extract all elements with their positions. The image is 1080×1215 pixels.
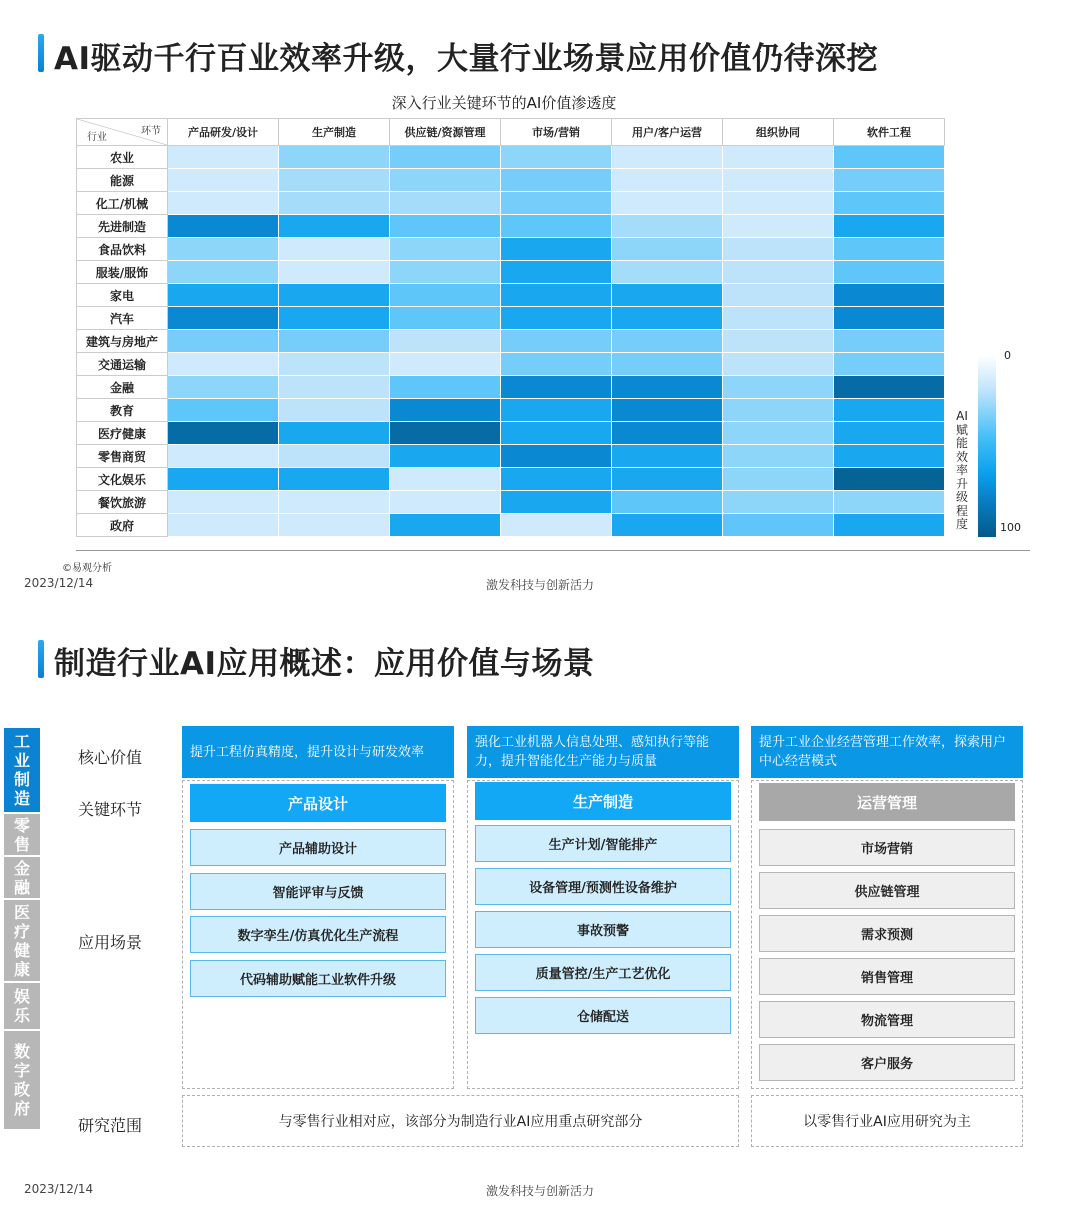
heatmap-cell [390, 169, 501, 192]
scenario-item: 供应链管理 [759, 872, 1015, 909]
scenario-item: 生产计划/智能排产 [475, 825, 731, 862]
title-accent-bar [38, 640, 44, 678]
industry-tab[interactable]: 零售 [4, 814, 40, 855]
slide-title: 制造行业AI应用概述：应用价值与场景 [54, 646, 595, 682]
heatmap-cell [834, 169, 945, 192]
heatmap-cell [612, 215, 723, 238]
heatmap-cell [834, 353, 945, 376]
heatmap-cell [168, 422, 279, 445]
footer-slogan: 激发科技与创新活力 [485, 578, 594, 592]
heatmap-cell [723, 146, 834, 169]
row-label-key-link: 关键环节 [78, 800, 143, 819]
heatmap-cell [612, 146, 723, 169]
heatmap-cell [723, 353, 834, 376]
heatmap-cell [834, 192, 945, 215]
scenario-item: 销售管理 [759, 958, 1015, 995]
heatmap-row-header: 能源 [76, 169, 168, 192]
colorbar [978, 355, 996, 537]
industry-tab[interactable]: 工业制造 [4, 728, 40, 812]
heatmap-cell [612, 468, 723, 491]
heatmap-row-header: 先进制造 [76, 215, 168, 238]
footer-date: 2023/12/14 [24, 1182, 94, 1196]
heatmap-cell [501, 376, 612, 399]
colorbar-min-label: 0 [1004, 349, 1011, 362]
scenario-item: 市场营销 [759, 829, 1015, 866]
heatmap-row-header: 食品饮料 [76, 238, 168, 261]
heatmap-cell [390, 330, 501, 353]
heatmap-cell [834, 445, 945, 468]
heatmap-cell [612, 307, 723, 330]
heatmap-cell [834, 468, 945, 491]
heatmap-cell [501, 238, 612, 261]
core-value-operations: 提升工业企业经营管理工作效率，探索用户中心经营模式 [751, 726, 1023, 778]
heatmap-cell [723, 422, 834, 445]
heatmap-cell [390, 422, 501, 445]
heatmap-row-header: 政府 [76, 514, 168, 537]
heatmap-col-header: 产品研发/设计 [168, 118, 279, 146]
heatmap-cell [390, 284, 501, 307]
heatmap-cell [834, 399, 945, 422]
heatmap-row-header: 化工/机械 [76, 192, 168, 215]
heatmap-cell [501, 353, 612, 376]
heatmap-cell [501, 146, 612, 169]
heatmap-row-header: 服装/服饰 [76, 261, 168, 284]
heatmap-cell [723, 169, 834, 192]
heatmap-cell [501, 514, 612, 537]
key-link-product-design: 产品设计 [190, 784, 446, 822]
heatmap-col-header: 组织协同 [723, 118, 834, 146]
heatmap-cell [390, 376, 501, 399]
heatmap-cell [279, 192, 390, 215]
heatmap-row-header: 交通运输 [76, 353, 168, 376]
heatmap-cell [723, 491, 834, 514]
heatmap-cell [612, 192, 723, 215]
heatmap-cell [834, 330, 945, 353]
heatmap-cell [279, 169, 390, 192]
heatmap-cell [390, 192, 501, 215]
title-accent-bar [38, 34, 44, 72]
heatmap-cell [279, 146, 390, 169]
heatmap-row-header: 教育 [76, 399, 168, 422]
heatmap-row-header: 汽车 [76, 307, 168, 330]
heatmap-cell [168, 261, 279, 284]
heatmap-cell [390, 445, 501, 468]
scenario-item: 代码辅助赋能工业软件升级 [190, 960, 446, 997]
heatmap-cell [279, 422, 390, 445]
heatmap-cell [168, 353, 279, 376]
heatmap-cell [168, 468, 279, 491]
industry-tab[interactable]: 金融 [4, 857, 40, 898]
corner-label-industry: 行业 [87, 132, 107, 143]
heatmap-cell [612, 169, 723, 192]
industry-tab[interactable]: 娱乐 [4, 983, 40, 1029]
heatmap-cell [612, 422, 723, 445]
heatmap-cell [390, 514, 501, 537]
heatmap-cell [279, 491, 390, 514]
heatmap-cell [834, 215, 945, 238]
core-value-product-design: 提升工程仿真精度，提升设计与研发效率 [182, 726, 454, 778]
heatmap-cell [612, 353, 723, 376]
colorbar-title: AI赋能效率升级程度 [955, 409, 968, 531]
heatmap-cell [723, 514, 834, 537]
scenario-item: 物流管理 [759, 1001, 1015, 1038]
heatmap-cell [501, 468, 612, 491]
heatmap-cell [723, 192, 834, 215]
heatmap-row-header: 餐饮旅游 [76, 491, 168, 514]
heatmap-cell [612, 376, 723, 399]
heatmap-cell [279, 468, 390, 491]
heatmap-title: 深入行业关键环节的AI价值渗透度 [391, 94, 617, 112]
key-link-operations: 运营管理 [759, 783, 1015, 821]
heatmap-cell [723, 238, 834, 261]
heatmap-cell [390, 491, 501, 514]
heatmap-cell [168, 376, 279, 399]
heatmap-row-header: 医疗健康 [76, 422, 168, 445]
heatmap-cell [390, 353, 501, 376]
heatmap-cell [723, 399, 834, 422]
heatmap-cell [390, 146, 501, 169]
scenario-item: 事故预警 [475, 911, 731, 948]
heatmap-cell [279, 330, 390, 353]
heatmap-cell [390, 307, 501, 330]
heatmap-cell [390, 261, 501, 284]
heatmap-cell [501, 399, 612, 422]
heatmap-cell [279, 261, 390, 284]
heatmap-cell [834, 284, 945, 307]
heatmap-col-header: 用户/客户运营 [612, 118, 723, 146]
heatmap-cell [612, 261, 723, 284]
row-label-scenarios: 应用场景 [78, 933, 143, 952]
heatmap-cell [168, 215, 279, 238]
key-link-production: 生产制造 [475, 782, 731, 820]
heatmap-cell [279, 215, 390, 238]
heatmap-cell [501, 169, 612, 192]
scope-retail: 以零售行业AI应用研究为主 [751, 1095, 1023, 1147]
heatmap-cell [390, 215, 501, 238]
heatmap-cell [168, 192, 279, 215]
scenario-item: 质量管控/生产工艺优化 [475, 954, 731, 991]
heatmap-cell [279, 514, 390, 537]
heatmap-cell [279, 376, 390, 399]
heatmap-cell [279, 445, 390, 468]
source-note: ©易观分析 [62, 563, 112, 574]
heatmap-cell [834, 422, 945, 445]
row-label-scope: 研究范围 [78, 1116, 143, 1135]
heatmap-cell [723, 284, 834, 307]
heatmap-cell [168, 284, 279, 307]
heatmap-col-header: 生产制造 [279, 118, 390, 146]
heatmap-row-header: 建筑与房地产 [76, 330, 168, 353]
heatmap-cell [168, 307, 279, 330]
heatmap-cell [834, 238, 945, 261]
scenario-item: 仓储配送 [475, 997, 731, 1034]
heatmap-cell [390, 238, 501, 261]
corner-label-link: 环节 [141, 126, 161, 137]
heatmap-cell [723, 468, 834, 491]
footer-date: 2023/12/14 [24, 576, 94, 590]
heatmap-cell [501, 307, 612, 330]
heatmap-cell [612, 330, 723, 353]
heatmap-cell [168, 238, 279, 261]
heatmap-cell [612, 445, 723, 468]
heatmap-cell [612, 399, 723, 422]
heatmap-cell [390, 399, 501, 422]
heatmap-row-header: 文化娱乐 [76, 468, 168, 491]
heatmap-row-header: 金融 [76, 376, 168, 399]
heatmap-cell [279, 399, 390, 422]
heatmap-cell [168, 445, 279, 468]
heatmap-cell [723, 445, 834, 468]
heatmap-cell [834, 514, 945, 537]
heatmap-cell [279, 307, 390, 330]
heatmap-cell [723, 261, 834, 284]
scenario-item: 客户服务 [759, 1044, 1015, 1081]
slide-ai-heatmap [0, 0, 1080, 600]
scenario-item: 数字孪生/仿真优化生产流程 [190, 916, 446, 953]
heatmap-cell [501, 445, 612, 468]
heatmap-cell [501, 491, 612, 514]
heatmap-cell [501, 422, 612, 445]
heatmap-cell [834, 261, 945, 284]
heatmap-cell [723, 376, 834, 399]
heatmap-cell [834, 491, 945, 514]
heatmap-cell [501, 192, 612, 215]
slide-manufacturing-overview [0, 610, 1080, 1215]
heatmap-col-header: 市场/营销 [501, 118, 612, 146]
heatmap-cell [834, 146, 945, 169]
heatmap-cell [390, 468, 501, 491]
heatmap-cell [168, 169, 279, 192]
row-label-core-value: 核心价值 [78, 748, 143, 767]
heatmap-cell [501, 330, 612, 353]
slide-title: AI驱动千行百业效率升级，大量行业场景应用价值仍待深挖 [54, 41, 879, 77]
heatmap-row-header: 家电 [76, 284, 168, 307]
divider [76, 550, 1030, 551]
heatmap-cell [279, 353, 390, 376]
scenario-item: 设备管理/预测性设备维护 [475, 868, 731, 905]
heatmap-row-header: 农业 [76, 146, 168, 169]
heatmap-cell [168, 146, 279, 169]
colorbar-max-label: 100 [1000, 521, 1021, 534]
heatmap-cell [834, 307, 945, 330]
heatmap-row-header: 零售商贸 [76, 445, 168, 468]
heatmap-cell [612, 491, 723, 514]
heatmap-cell [723, 215, 834, 238]
heatmap-cell [501, 215, 612, 238]
heatmap-cell [168, 399, 279, 422]
heatmap-cell [501, 261, 612, 284]
heatmap-cell [279, 238, 390, 261]
core-value-production: 强化工业机器人信息处理、感知执行等能力，提升智能化生产能力与质量 [467, 726, 739, 778]
industry-tab[interactable]: 数字政府 [4, 1031, 40, 1129]
heatmap-cell [612, 284, 723, 307]
heatmap-cell [612, 514, 723, 537]
scope-manufacturing: 与零售行业相对应，该部分为制造行业AI应用重点研究部分 [182, 1095, 739, 1147]
heatmap-cell [723, 330, 834, 353]
scenario-item: 智能评审与反馈 [190, 873, 446, 910]
heatmap-corner-header [76, 118, 168, 146]
heatmap-cell [168, 514, 279, 537]
heatmap-cell [834, 376, 945, 399]
scenario-item: 产品辅助设计 [190, 829, 446, 866]
industry-tab[interactable]: 医疗健康 [4, 900, 40, 981]
heatmap-cell [723, 307, 834, 330]
heatmap-cell [279, 284, 390, 307]
heatmap-cell [501, 284, 612, 307]
footer-slogan: 激发科技与创新活力 [485, 1184, 594, 1198]
heatmap-col-header: 供应链/资源管理 [390, 118, 501, 146]
heatmap-cell [168, 491, 279, 514]
heatmap-col-header: 软件工程 [834, 118, 945, 146]
heatmap-cell [612, 238, 723, 261]
scenario-item: 需求预测 [759, 915, 1015, 952]
heatmap-cell [168, 330, 279, 353]
